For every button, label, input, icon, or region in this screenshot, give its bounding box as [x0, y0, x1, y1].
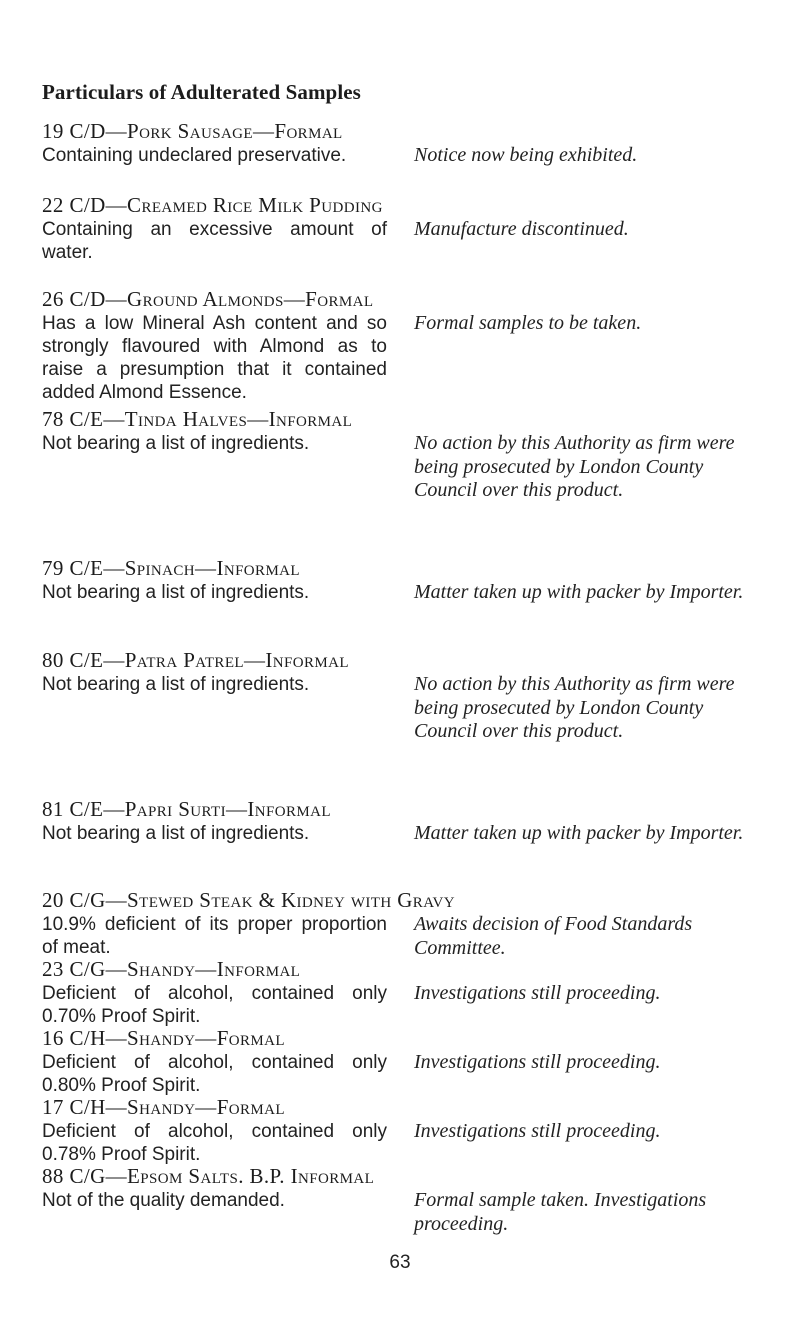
sample-row: [42, 144, 772, 167]
sample-title: 79 C/E—Spinach—Informal: [42, 556, 300, 580]
sample-description: Not bearing a list of ingredients.: [42, 674, 310, 695]
sample-entry: [42, 1095, 772, 1166]
page-heading: Particulars of Adulterated Samples: [42, 80, 361, 104]
sample-entry: [42, 888, 772, 959]
sample-entry: [42, 1026, 772, 1097]
sample-entry: [42, 287, 772, 404]
sample-description: Not bearing a list of ingredients.: [42, 433, 310, 454]
sample-entry: [42, 119, 772, 167]
sample-title: 22 C/D—Creamed Rice Milk Pudding: [42, 193, 383, 217]
sample-entry: [42, 193, 772, 264]
sample-description: Deficient of alcohol, contained only 0.80% Proof Spirit.: [42, 1052, 387, 1096]
sample-row: [42, 1051, 772, 1097]
sample-row: [42, 218, 772, 264]
sample-action: Notice now being exhibited.: [414, 144, 638, 166]
sample-action: Manufacture discontinued.: [414, 218, 629, 240]
sample-entry: [42, 797, 772, 845]
sample-entry: [42, 1164, 772, 1235]
sample-description: Not of the quality demanded.: [42, 1190, 285, 1211]
sample-action: No action by this Authority as firm were being prosecuted by London County Council over this product.: [414, 432, 735, 501]
sample-action: Investigations still proceeding.: [414, 1051, 661, 1073]
sample-title: 17 C/H—Shandy—Formal: [42, 1095, 285, 1119]
sample-title: 20 C/G—Stewed Steak & Kidney with Gravy: [42, 888, 455, 912]
sample-title: 81 C/E—Papri Surti—Informal: [42, 797, 331, 821]
sample-row: [42, 1120, 772, 1166]
sample-entry: [42, 556, 772, 604]
sample-description: Deficient of alcohol, contained only 0.78% Proof Spirit.: [42, 1121, 387, 1165]
sample-description: Not bearing a list of ingredients.: [42, 582, 310, 603]
sample-action: Formal samples to be taken.: [414, 312, 642, 334]
page-number: 63: [389, 1252, 411, 1273]
sample-action: Matter taken up with packer by Importer.: [414, 822, 744, 844]
sample-title: 78 C/E—Tinda Halves—Informal: [42, 407, 353, 431]
sample-title: 88 C/G—Epsom Salts. B.P. Informal: [42, 1164, 375, 1188]
sample-title: 26 C/D—Ground Almonds—Formal: [42, 287, 374, 311]
sample-action: Matter taken up with packer by Importer.: [414, 581, 744, 603]
sample-row: [42, 1189, 772, 1235]
sample-row: [42, 822, 772, 845]
sample-entry: [42, 957, 772, 1028]
sample-row: [42, 432, 772, 501]
sample-action: Investigations still proceeding.: [414, 982, 661, 1004]
sample-description: Containing an excessive amount of water.: [42, 219, 387, 263]
sample-entry: [42, 407, 772, 501]
sample-row: [42, 581, 772, 604]
sample-action: Formal sample taken. Investigations proceeding.: [414, 1189, 707, 1235]
sample-entry: [42, 648, 772, 742]
sample-row: [42, 312, 772, 404]
sample-row: [42, 673, 772, 742]
sample-description: Containing undeclared preservative.: [42, 145, 347, 166]
sample-action: Awaits decision of Food Standards Committee.: [414, 913, 693, 959]
sample-description: Deficient of alcohol, contained only 0.70% Proof Spirit.: [42, 983, 387, 1027]
sample-action: Investigations still proceeding.: [414, 1120, 661, 1142]
sample-title: 16 C/H—Shandy—Formal: [42, 1026, 285, 1050]
sample-action: No action by this Authority as firm were being prosecuted by London County Council over this product.: [414, 673, 735, 742]
sample-title: 23 C/G—Shandy—Informal: [42, 957, 301, 981]
sample-title: 19 C/D—Pork Sausage—Formal: [42, 119, 343, 143]
sample-row: [42, 982, 772, 1028]
sample-description: 10.9% deficient of its proper proportion of meat.: [42, 914, 387, 958]
sample-title: 80 C/E—Patra Patrel—Informal: [42, 648, 349, 672]
sample-description: Has a low Mineral Ash content and so strongly flavoured with Almond as to raise a presumption that it contained added Almond Essence.: [42, 313, 387, 403]
sample-description: Not bearing a list of ingredients.: [42, 823, 310, 844]
sample-row: [42, 913, 772, 959]
